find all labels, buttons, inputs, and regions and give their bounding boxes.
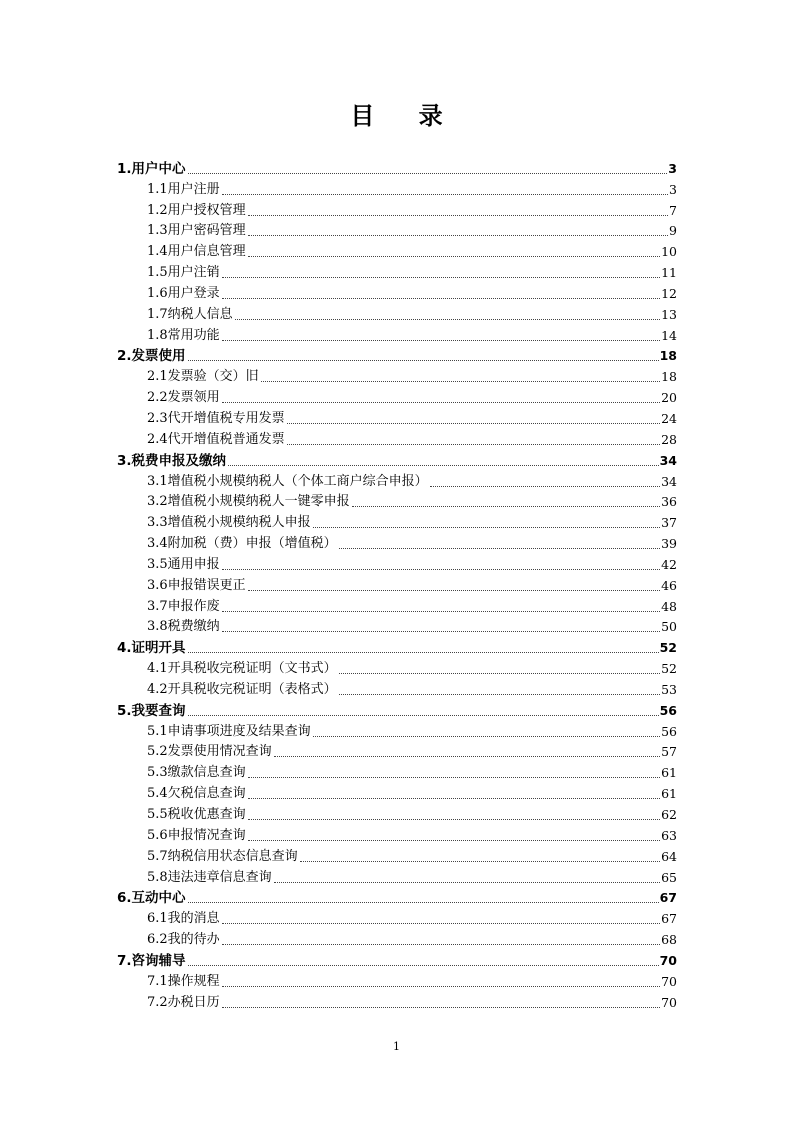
toc-dot-leader [188, 651, 659, 653]
toc-entry-page-number: 28 [661, 431, 677, 447]
toc-subsection-entry[interactable] [117, 992, 677, 1013]
toc-subsection-entry[interactable] [117, 846, 677, 867]
toc-entry-label: 6.互动中心 [117, 890, 186, 907]
toc-subsection-entry[interactable] [117, 575, 677, 596]
toc-entry-page-number: 7 [669, 202, 677, 218]
toc-entry-page-number: 13 [661, 306, 677, 322]
toc-entry-label: 3.税费申报及缴纳 [117, 452, 227, 469]
toc-entry-page-number: 3 [668, 160, 677, 176]
toc-entry-page-number: 68 [661, 932, 677, 948]
toc-subsection-entry[interactable] [117, 617, 677, 638]
toc-entry-page-number: 57 [661, 744, 677, 760]
toc-entry-page-number: 34 [659, 452, 677, 468]
toc-dot-leader [287, 443, 660, 445]
toc-entry-page-number: 63 [661, 827, 677, 843]
toc-entry-page-number: 65 [661, 869, 677, 885]
toc-dot-leader [339, 693, 660, 695]
toc-entry-page-number: 39 [661, 536, 677, 552]
toc-entry-label: 1.5用户注销 [147, 263, 221, 283]
toc-dot-leader [339, 672, 660, 674]
toc-dot-leader [287, 422, 660, 424]
toc-entry-label: 1.1用户注册 [147, 180, 221, 200]
toc-entry-label: 2.1发票验（交）旧 [147, 367, 260, 387]
toc-entry-page-number: 62 [661, 807, 677, 822]
toc-entry-label: 3.6申报错误更正 [147, 576, 247, 596]
toc-entry-label: 3.1增值税小规模纳税人（个体工商户综合申报） [147, 472, 429, 492]
toc-dot-leader [222, 943, 660, 945]
toc-subsection-entry[interactable] [117, 971, 677, 992]
toc-entry-label: 4.证明开具 [117, 640, 186, 657]
toc-entry-label: 1.6用户登录 [147, 284, 221, 304]
toc-dot-leader [430, 485, 660, 487]
toc-section-entry[interactable] [117, 950, 677, 971]
toc-entry-label: 1.8常用功能 [147, 326, 221, 346]
toc-subsection-entry[interactable] [117, 262, 677, 283]
toc-entry-label: 3.2增值税小规模纳税人一键零申报 [147, 492, 351, 512]
toc-entry-label: 6.1我的消息 [147, 909, 221, 929]
toc-dot-leader [222, 276, 660, 278]
toc-dot-leader [248, 589, 660, 591]
toc-subsection-entry[interactable] [117, 783, 677, 804]
toc-entry-label: 1.7纳税人信息 [147, 305, 234, 325]
toc-dot-leader [228, 464, 659, 466]
toc-subsection-entry[interactable] [117, 408, 677, 429]
toc-entry-label: 4.1开具税收完税证明（文书式） [147, 659, 338, 679]
toc-subsection-entry[interactable] [117, 304, 677, 325]
toc-entry-page-number: 67 [661, 911, 677, 927]
toc-entry-label: 2.发票使用 [117, 348, 186, 365]
toc-entry-label: 5.3缴款信息查询 [147, 763, 247, 783]
toc-subsection-entry[interactable] [117, 471, 677, 492]
toc-dot-leader [300, 860, 660, 862]
toc-dot-leader [222, 610, 660, 612]
toc-subsection-entry[interactable] [117, 429, 677, 450]
toc-entry-page-number: 42 [661, 556, 677, 572]
toc-dot-leader [352, 505, 660, 507]
toc-section-entry[interactable] [117, 346, 677, 367]
toc-dot-leader [188, 172, 668, 174]
toc-entry-page-number: 37 [661, 515, 677, 531]
toc-subsection-entry[interactable] [117, 325, 677, 346]
toc-subsection-entry[interactable] [117, 554, 677, 575]
toc-entry-page-number: 56 [661, 723, 677, 739]
toc-entry-page-number: 50 [661, 619, 677, 635]
toc-entry-page-number: 14 [661, 327, 677, 343]
toc-entry-label: 6.2我的待办 [147, 930, 221, 950]
toc-entry-label: 3.4附加税（费）申报（增值税） [147, 534, 338, 554]
toc-entry-page-number: 10 [661, 244, 677, 260]
page-title: 目 录 [350, 101, 461, 130]
toc-entry-label: 5.1申请事项进度及结果查询 [147, 722, 312, 742]
toc-dot-leader [313, 735, 660, 737]
toc-subsection-entry[interactable] [117, 596, 677, 617]
toc-dot-leader [222, 401, 660, 403]
toc-dot-leader [222, 297, 660, 299]
toc-entry-page-number: 52 [661, 661, 677, 677]
toc-entry-page-number: 36 [661, 494, 677, 510]
toc-dot-leader [188, 901, 659, 903]
toc-entry-label: 5.4欠税信息查询 [147, 784, 247, 804]
toc-subsection-entry[interactable] [117, 929, 677, 950]
toc-dot-leader [274, 881, 660, 883]
toc-subsection-entry[interactable] [117, 492, 677, 513]
toc-subsection-entry[interactable] [117, 221, 677, 242]
toc-entry-page-number: 61 [661, 786, 677, 802]
toc-entry-page-number: 61 [661, 765, 677, 781]
toc-subsection-entry[interactable] [117, 179, 677, 200]
toc-subsection-entry[interactable] [117, 200, 677, 221]
toc-entry-label: 5.2发票使用情况查询 [147, 742, 273, 762]
toc-entry-page-number: 70 [659, 952, 677, 968]
toc-dot-leader [248, 818, 660, 820]
toc-entry-label: 3.3增值税小规模纳税人申报 [147, 513, 312, 533]
toc-dot-leader [248, 234, 668, 236]
toc-dot-leader [248, 839, 660, 841]
toc-entry-label: 5.7纳税信用状态信息查询 [147, 847, 299, 867]
toc-subsection-entry[interactable] [117, 825, 677, 846]
toc-entry-page-number: 3 [669, 181, 677, 197]
toc-subsection-entry[interactable] [117, 721, 677, 742]
toc-entry-page-number: 56 [659, 702, 677, 718]
toc-section-entry[interactable] [117, 700, 677, 721]
toc-dot-leader [235, 318, 660, 320]
toc-subsection-entry[interactable] [117, 366, 677, 387]
toc-subsection-entry[interactable] [117, 804, 677, 825]
toc-entry-label: 5.5税收优惠查询 [147, 805, 247, 825]
toc-entry-page-number: 70 [661, 973, 677, 989]
toc-entry-label: 1.2用户授权管理 [147, 201, 247, 221]
toc-dot-leader [222, 339, 660, 341]
toc-entry-page-number: 64 [661, 848, 677, 864]
table-of-contents [117, 158, 677, 1013]
toc-entry-label: 7.咨询辅导 [117, 952, 186, 969]
toc-subsection-entry[interactable] [117, 283, 677, 304]
toc-section-entry[interactable] [117, 158, 677, 179]
toc-entry-label: 2.3代开增值税专用发票 [147, 409, 286, 429]
toc-entry-page-number: 46 [661, 577, 677, 593]
toc-entry-page-number: 48 [661, 598, 677, 614]
toc-dot-leader [222, 630, 660, 632]
toc-entry-label: 5.我要查询 [117, 702, 186, 719]
toc-dot-leader [222, 1006, 660, 1008]
toc-dot-leader [274, 755, 660, 757]
toc-entry-page-number: 53 [661, 681, 677, 697]
toc-dot-leader [222, 985, 660, 987]
toc-dot-leader [339, 547, 660, 549]
toc-subsection-entry[interactable] [117, 512, 677, 533]
toc-dot-leader [261, 380, 660, 382]
toc-entry-page-number: 34 [661, 473, 677, 489]
toc-subsection-entry[interactable] [117, 908, 677, 929]
toc-entry-page-number: 20 [661, 390, 677, 406]
toc-section-entry[interactable] [117, 888, 677, 909]
toc-dot-leader [188, 714, 659, 716]
toc-subsection-entry[interactable] [117, 867, 677, 888]
page-number: 1 [393, 1040, 400, 1053]
toc-entry-page-number: 67 [659, 890, 677, 906]
toc-dot-leader [248, 776, 660, 778]
toc-entry-page-number: 11 [661, 265, 677, 281]
toc-entry-label: 1.3用户密码管理 [147, 221, 247, 241]
toc-entry-label: 4.2开具税收完税证明（表格式） [147, 680, 338, 700]
toc-entry-page-number: 24 [661, 410, 677, 426]
toc-entry-page-number: 18 [661, 369, 677, 385]
toc-dot-leader [222, 193, 668, 195]
toc-entry-label: 3.7申报作废 [147, 597, 221, 617]
toc-dot-leader [248, 255, 660, 257]
toc-entry-label: 5.6申报情况查询 [147, 826, 247, 846]
toc-dot-leader [248, 797, 660, 799]
toc-subsection-entry[interactable] [117, 241, 677, 262]
toc-entry-label: 2.2发票领用 [147, 388, 221, 408]
toc-section-entry[interactable] [117, 450, 677, 471]
toc-entry-page-number: 12 [661, 285, 677, 301]
toc-entry-label: 7.2办税日历 [147, 993, 221, 1013]
toc-subsection-entry[interactable] [117, 679, 677, 700]
toc-dot-leader [313, 526, 660, 528]
toc-entry-label: 3.8税费缴纳 [147, 617, 221, 637]
toc-subsection-entry[interactable] [117, 742, 677, 763]
toc-dot-leader [188, 359, 659, 361]
toc-dot-leader [222, 568, 660, 570]
toc-entry-label: 3.5通用申报 [147, 555, 221, 575]
toc-entry-label: 5.8违法违章信息查询 [147, 868, 273, 888]
toc-dot-leader [222, 922, 660, 924]
toc-dot-leader [188, 964, 659, 966]
toc-dot-leader [248, 214, 668, 216]
toc-subsection-entry[interactable] [117, 387, 677, 408]
toc-entry-page-number: 52 [659, 640, 677, 656]
toc-entry-page-number: 70 [661, 994, 677, 1010]
toc-entry-label: 2.4代开增值税普通发票 [147, 430, 286, 450]
toc-entry-label: 7.1操作规程 [147, 972, 221, 992]
toc-entry-label: 1.4用户信息管理 [147, 242, 247, 262]
toc-subsection-entry[interactable] [117, 533, 677, 554]
toc-subsection-entry[interactable] [117, 658, 677, 679]
toc-entry-page-number: 9 [669, 223, 677, 239]
toc-entry-label: 1.用户中心 [117, 160, 186, 177]
toc-section-entry[interactable] [117, 637, 677, 658]
toc-entry-page-number: 18 [659, 348, 677, 364]
toc-subsection-entry[interactable] [117, 762, 677, 783]
